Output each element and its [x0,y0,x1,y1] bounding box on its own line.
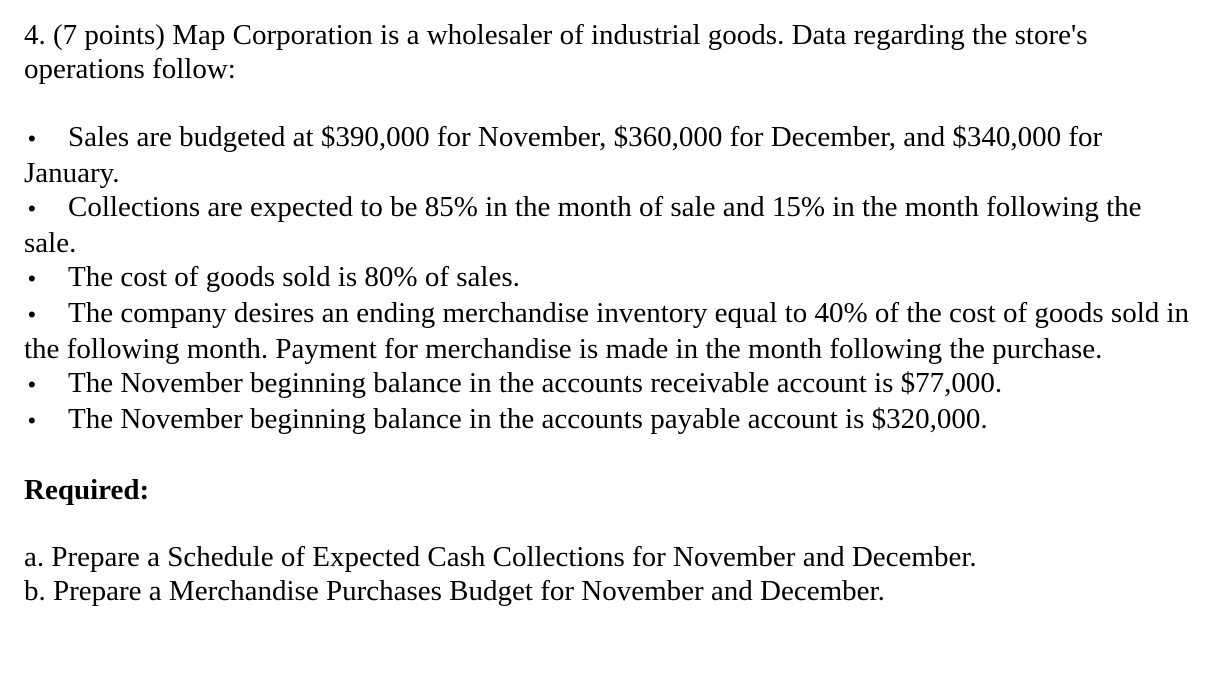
bullet-dot-icon: • [28,126,36,151]
bullet-text: Collections are expected to be 85% in the month of sale and 15% in the month following the sale. [24,191,1142,259]
problem-intro: 4. (7 points) Map Corporation is a wholesaler of industrial goods. Data regarding the store's operations follow: [24,19,1088,85]
bullet-dot-icon: • [28,196,36,221]
bullet-text: The company desires an ending merchandise inventory equal to 40% of the cost of goods sold in the following month. Payment for merchandise is made in the month following the purchase. [24,297,1190,365]
bullet-text: The cost of goods sold is 80% of sales. [68,261,520,293]
bullet-item-receivable [24,366,1194,402]
task-b: b. Prepare a Merchandise Purchases Budget for November and December. [24,575,885,607]
bullet-item-sales [24,120,1194,190]
data-bullet-list [24,120,1194,438]
bullet-dot-icon: • [28,266,36,291]
bullet-dot-icon: • [28,372,36,397]
bullet-text: The November beginning balance in the accounts payable account is $320,000. [68,403,988,435]
bullet-item-cost-of-goods [24,260,1194,296]
bullet-text: Sales are budgeted at $390,000 for November, $360,000 for December, and $340,000 for January. [24,121,1103,189]
document-body [24,18,1194,608]
required-heading: Required: [24,474,150,506]
bullet-item-inventory [24,296,1194,366]
bullet-item-collections [24,190,1194,260]
bullet-item-payable [24,402,1194,438]
bullet-text: The November beginning balance in the accounts receivable account is $77,000. [68,367,1003,399]
bullet-dot-icon: • [28,302,36,327]
task-a: a. Prepare a Schedule of Expected Cash Collections for November and December. [24,541,977,573]
bullet-dot-icon: • [28,408,36,433]
